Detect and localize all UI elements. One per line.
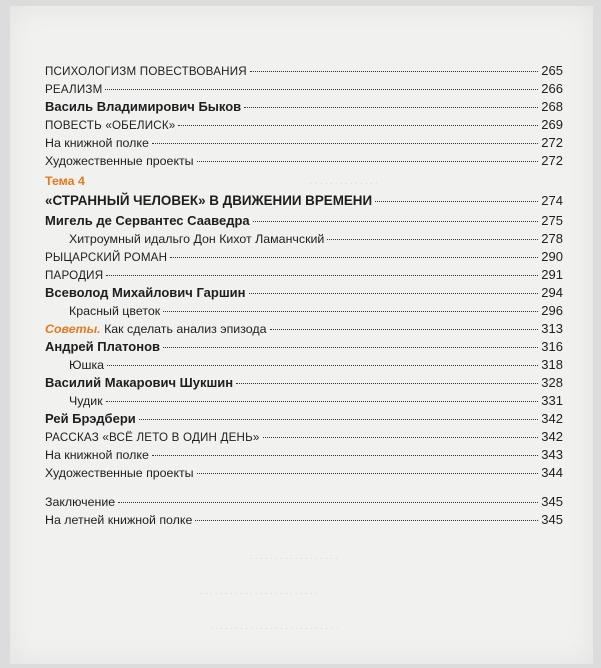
advice-entry-page: 313 xyxy=(541,321,563,336)
toc-group-bottom xyxy=(45,338,563,482)
toc-entry[interactable] xyxy=(45,446,563,464)
leader-dots xyxy=(197,472,539,474)
toc-entry[interactable] xyxy=(45,374,563,392)
bleed-through-text: . . . . . . . . . . . . . . . . . . . xyxy=(265,64,358,75)
toc-entry-page: 343 xyxy=(541,447,563,462)
toc-entry[interactable] xyxy=(45,62,563,80)
toc-entry-label: РАССКАЗ «ВСЁ ЛЕТО В ОДИН ДЕНЬ» xyxy=(45,431,260,444)
advice-prefix: Советы. xyxy=(45,322,101,336)
toc-entry[interactable] xyxy=(45,80,563,98)
leader-dots xyxy=(106,274,538,276)
toc-group-end xyxy=(45,493,563,529)
toc-entry-label: Чудик xyxy=(69,394,103,408)
toc-entry-page: 265 xyxy=(541,63,563,78)
toc-entry[interactable] xyxy=(45,338,563,356)
toc-entry[interactable] xyxy=(45,302,563,320)
toc-entry[interactable] xyxy=(45,230,563,248)
toc-entry-page: 272 xyxy=(541,153,563,168)
toc-entry-label: Андрей Платонов xyxy=(45,339,161,354)
toc-entry[interactable] xyxy=(45,392,563,410)
theme-heading-page: 274 xyxy=(541,193,563,208)
toc-entry-page: 345 xyxy=(541,494,563,509)
leader-dots xyxy=(195,519,538,521)
toc-entry[interactable] xyxy=(45,152,563,170)
leader-dots xyxy=(197,160,539,162)
theme-heading-label: «СТРАННЫЙ ЧЕЛОВЕК» В ДВИЖЕНИИ ВРЕМЕНИ xyxy=(45,193,373,208)
document-page xyxy=(10,6,593,664)
toc-entry-label: На книжной полке xyxy=(45,448,149,462)
theme-heading[interactable] xyxy=(45,190,563,212)
toc-entry-page: 345 xyxy=(541,512,563,527)
toc-entry-page: 318 xyxy=(541,357,563,372)
toc-entry-page: 294 xyxy=(541,285,563,300)
leader-dots xyxy=(163,346,538,348)
leader-dots xyxy=(375,200,538,202)
toc-entry-page: 275 xyxy=(541,213,563,228)
toc-entry-page: 342 xyxy=(541,411,563,426)
toc-entry-label: Художественные проекты xyxy=(45,466,194,480)
toc-entry-page: 296 xyxy=(541,303,563,318)
bleed-through-text: . . . . . . . . . . . . . . . . . . . . . . . . xyxy=(200,586,318,597)
toc-entry-page: 266 xyxy=(541,81,563,96)
toc-entry[interactable] xyxy=(45,356,563,374)
toc-entry-page: 331 xyxy=(541,393,563,408)
toc-entry-page: 328 xyxy=(541,375,563,390)
leader-dots xyxy=(270,328,539,330)
toc-entry-label: ПАРОДИЯ xyxy=(45,269,104,282)
leader-dots xyxy=(105,88,538,90)
toc-entry-label: Красный цветок xyxy=(69,304,161,318)
toc-group-theme xyxy=(45,212,563,320)
leader-dots xyxy=(152,454,538,456)
advice-text: Как сделать анализ эпизода xyxy=(104,322,267,336)
toc-entry-page: 269 xyxy=(541,117,563,132)
leader-dots xyxy=(139,418,539,420)
toc-entry-page: 316 xyxy=(541,339,563,354)
toc-entry-page: 291 xyxy=(541,267,563,282)
table-of-contents xyxy=(45,62,563,529)
leader-dots xyxy=(263,436,539,438)
toc-entry[interactable] xyxy=(45,134,563,152)
leader-dots xyxy=(244,106,538,108)
toc-entry[interactable] xyxy=(45,410,563,428)
advice-entry-label xyxy=(45,320,267,338)
leader-dots xyxy=(249,292,539,294)
toc-entry-label: ПСИХОЛОГИЗМ ПОВЕСТВОВАНИЯ xyxy=(45,65,247,78)
toc-entry[interactable] xyxy=(45,248,563,266)
toc-entry-page: 290 xyxy=(541,249,563,264)
toc-entry[interactable] xyxy=(45,428,563,446)
toc-group-top xyxy=(45,62,563,170)
toc-entry-page: 344 xyxy=(541,465,563,480)
toc-entry-page: 268 xyxy=(541,99,563,114)
theme-title: Тема 4 xyxy=(45,174,85,188)
toc-entry-label: Рей Брэдбери xyxy=(45,411,136,426)
leader-dots xyxy=(106,400,539,402)
toc-entry-label: На книжной полке xyxy=(45,136,149,150)
toc-entry[interactable] xyxy=(45,98,563,116)
leader-dots xyxy=(107,364,538,366)
bleed-through-text: . . . . . . . . . . . . . . xyxy=(310,176,378,187)
toc-entry-label: Заключение xyxy=(45,495,116,509)
toc-entry[interactable] xyxy=(45,511,563,529)
toc-entry-page: 342 xyxy=(541,429,563,444)
toc-entry[interactable] xyxy=(45,212,563,230)
bleed-through-text: . . . . . . . . . . . . . . . . . . xyxy=(250,551,338,562)
leader-dots xyxy=(170,256,538,258)
advice-entry[interactable] xyxy=(45,320,563,338)
section-gap xyxy=(45,482,563,493)
leader-dots xyxy=(152,142,538,144)
leader-dots xyxy=(253,220,539,222)
toc-entry-label: Художественные проекты xyxy=(45,154,194,168)
toc-entry-label: РЕАЛИЗМ xyxy=(45,83,103,96)
toc-entry-page: 272 xyxy=(541,135,563,150)
toc-entry-label: Юшка xyxy=(69,358,105,372)
leader-dots xyxy=(236,382,538,384)
leader-dots xyxy=(178,124,538,126)
toc-entry-label: На летней книжной полке xyxy=(45,513,193,527)
toc-entry-label: ПОВЕСТЬ «ОБЕЛИСК» xyxy=(45,119,176,132)
toc-entry-label: Всеволод Михайлович Гаршин xyxy=(45,285,246,300)
toc-entry-label: Мигель де Сервантес Сааведра xyxy=(45,213,250,228)
toc-entry-label: Василий Макарович Шукшин xyxy=(45,375,234,390)
leader-dots xyxy=(327,238,538,240)
toc-entry-label: Хитроумный идальго Дон Кихот Ламанчский xyxy=(69,232,325,246)
toc-entry[interactable] xyxy=(45,464,563,482)
bleed-through-text: . . . . . . . . . . . . . . . . . . . . . . . . . . xyxy=(210,621,338,632)
toc-entry[interactable] xyxy=(45,284,563,302)
toc-entry-label: РЫЦАРСКИЙ РОМАН xyxy=(45,251,168,264)
toc-entry-page: 278 xyxy=(541,231,563,246)
toc-entry[interactable] xyxy=(45,493,563,511)
leader-dots xyxy=(118,501,538,503)
toc-entry[interactable] xyxy=(45,266,563,284)
leader-dots xyxy=(163,310,538,312)
toc-entry-label: Василь Владимирович Быков xyxy=(45,99,242,114)
leader-dots xyxy=(250,70,538,72)
toc-entry[interactable] xyxy=(45,116,563,134)
